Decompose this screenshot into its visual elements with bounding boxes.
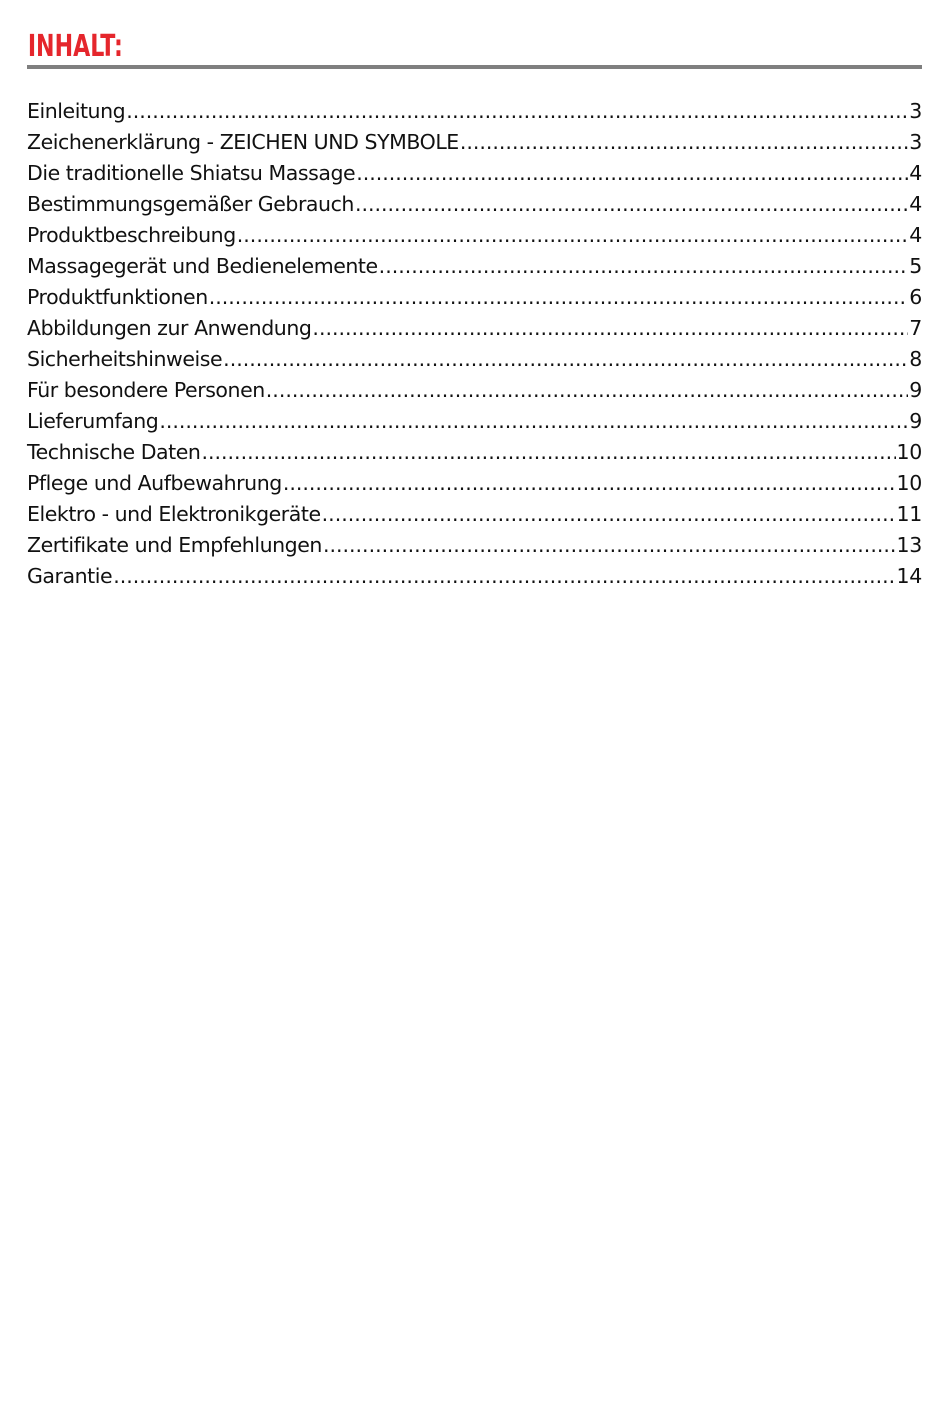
- toc-entry-label: Produktfunktionen: [27, 285, 208, 309]
- dot-leader: [322, 499, 896, 530]
- toc-entry-label: Garantie: [27, 564, 113, 588]
- toc-entry-page: 8: [909, 347, 922, 371]
- dot-leader: [266, 375, 908, 406]
- dot-leader: [379, 251, 909, 282]
- table-of-contents-page: [27, 30, 922, 592]
- toc-entry-label: Elektro - und Elektronikgeräte: [27, 502, 321, 526]
- dot-leader: [113, 561, 895, 592]
- toc-entry[interactable]: [27, 251, 922, 282]
- toc-entry-page: 4: [909, 192, 922, 216]
- dot-leader: [283, 468, 896, 499]
- toc-entry-page: 3: [909, 130, 922, 154]
- toc-entry-label: Lieferumfang: [27, 409, 159, 433]
- toc-list: [27, 96, 922, 592]
- toc-entry[interactable]: [27, 468, 922, 499]
- toc-entry[interactable]: [27, 344, 922, 375]
- toc-entry-page: 9: [909, 409, 922, 433]
- toc-entry-label: Sicherheitshinweise: [27, 347, 223, 371]
- toc-entry-page: 10: [896, 471, 922, 495]
- toc-entry-page: 7: [909, 316, 922, 340]
- dot-leader: [223, 344, 908, 375]
- toc-entry-page: 4: [909, 223, 922, 247]
- toc-entry-label: Einleitung: [27, 99, 126, 123]
- toc-entry[interactable]: [27, 561, 922, 592]
- toc-entry[interactable]: [27, 375, 922, 406]
- dot-leader: [237, 220, 908, 251]
- toc-entry-label: Produktbeschreibung: [27, 223, 236, 247]
- dot-leader: [323, 530, 896, 561]
- toc-entry-page: 11: [896, 502, 922, 526]
- toc-entry[interactable]: [27, 499, 922, 530]
- toc-entry[interactable]: [27, 313, 922, 344]
- dot-leader: [460, 127, 908, 158]
- dot-leader: [126, 96, 908, 127]
- toc-entry-page: 13: [896, 533, 922, 557]
- toc-entry[interactable]: [27, 437, 922, 468]
- toc-entry-page: 10: [896, 440, 922, 464]
- toc-entry[interactable]: [27, 189, 922, 220]
- toc-entry-page: 9: [909, 378, 922, 402]
- toc-entry-page: 3: [909, 99, 922, 123]
- toc-entry-label: Für besondere Personen: [27, 378, 265, 402]
- toc-entry[interactable]: [27, 127, 922, 158]
- toc-entry-page: 6: [909, 285, 922, 309]
- dot-leader: [355, 189, 908, 220]
- toc-entry[interactable]: [27, 406, 922, 437]
- page-title: INHALT:: [27, 29, 123, 64]
- dot-leader: [356, 158, 908, 189]
- toc-entry-page: 14: [896, 564, 922, 588]
- toc-entry-label: Zeichenerklärung - ZEICHEN UND SYMBOLE: [27, 130, 459, 154]
- title-divider: [27, 65, 922, 69]
- dot-leader: [159, 406, 908, 437]
- toc-entry-label: Massagegerät und Bedienelemente: [27, 254, 378, 278]
- toc-entry-page: 4: [909, 161, 922, 185]
- toc-entry[interactable]: [27, 220, 922, 251]
- toc-entry-label: Die traditionelle Shiatsu Massage: [27, 161, 356, 185]
- toc-entry-label: Abbildungen zur Anwendung: [27, 316, 312, 340]
- dot-leader: [201, 437, 895, 468]
- toc-entry-label: Pflege und Aufbewahrung: [27, 471, 282, 495]
- toc-entry[interactable]: [27, 282, 922, 313]
- toc-entry[interactable]: [27, 96, 922, 127]
- toc-entry-page: 5: [909, 254, 922, 278]
- toc-entry[interactable]: [27, 530, 922, 561]
- toc-entry-label: Zertifikate und Empfehlungen: [27, 533, 322, 557]
- toc-entry[interactable]: [27, 158, 922, 189]
- toc-entry-label: Bestimmungsgemäßer Gebrauch: [27, 192, 354, 216]
- dot-leader: [209, 282, 909, 313]
- dot-leader: [312, 313, 908, 344]
- toc-entry-label: Technische Daten: [27, 440, 201, 464]
